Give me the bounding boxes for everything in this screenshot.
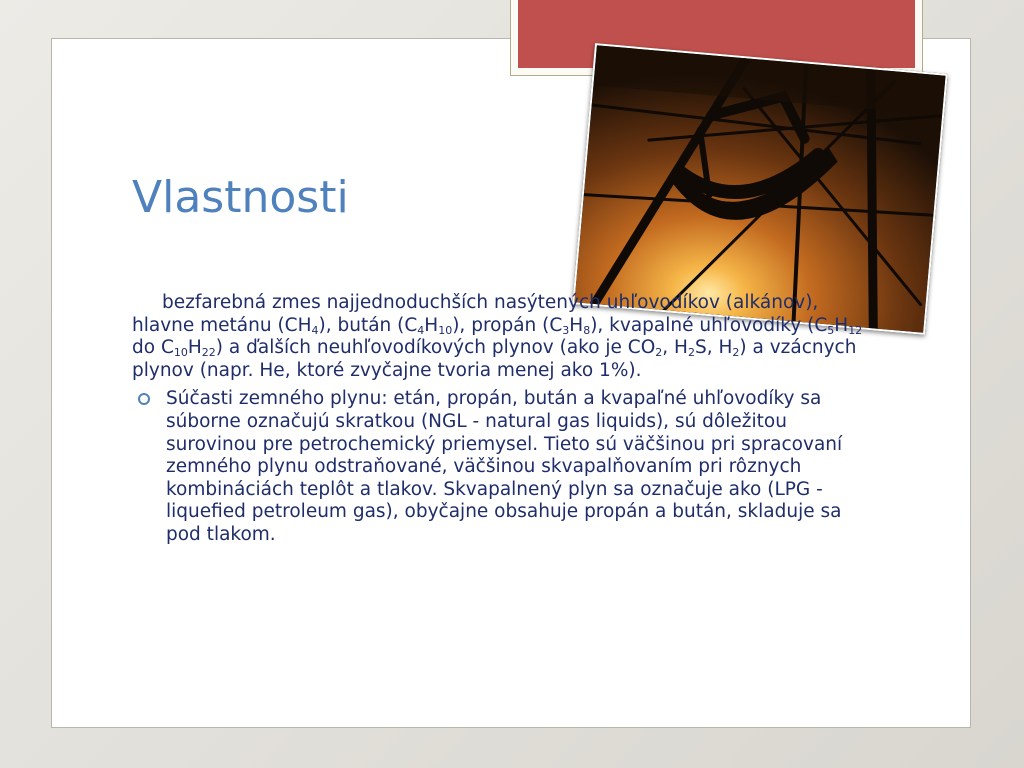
intro-paragraph: bezfarebná zmes najjednoduchších nasýtených uhľovodíkov (alkánov), hlavne metánu $(CH_4)$, bután $(C_4H_{10})$, propán $(C_3H_8)$, kvapalné uhľovodíky ($C_5H_{12}$ do $C_{10}H_{22}$) a ďalších neuhľovodíkových plynov (ako je $CO_2$, $H_2S$, $H_2$) a vzácnych plynov (napr. He, ktoré zvyčajne tvoria menej ako 1%). [132, 292, 863, 381]
bullet-text: Súčasti zemného plynu: etán, propán, bután a kvapaľné uhľovodíky sa súborne označujú skratkou (NGL - natural gas liquids), sú dôležitou surovinou pre petrochemický priemysel. Tieto sú väčšinou pri spracovaní zemného plynu odstraňované, väčšinou skvapalňovaním pri rôznych kombináciách teplôt a tlakov. Skvapalnený plyn sa označuje ako (LPG - liquefied petroleum gas), obyčajne obsahuje propán a bután, skladuje sa pod tlakom. [166, 388, 843, 545]
bullet-item [132, 388, 872, 546]
bullet-circle-icon [138, 393, 150, 405]
slide-body [132, 292, 872, 547]
slide-title: Vlastnosti [132, 172, 349, 223]
oil-pump-silhouette-icon [574, 45, 945, 333]
